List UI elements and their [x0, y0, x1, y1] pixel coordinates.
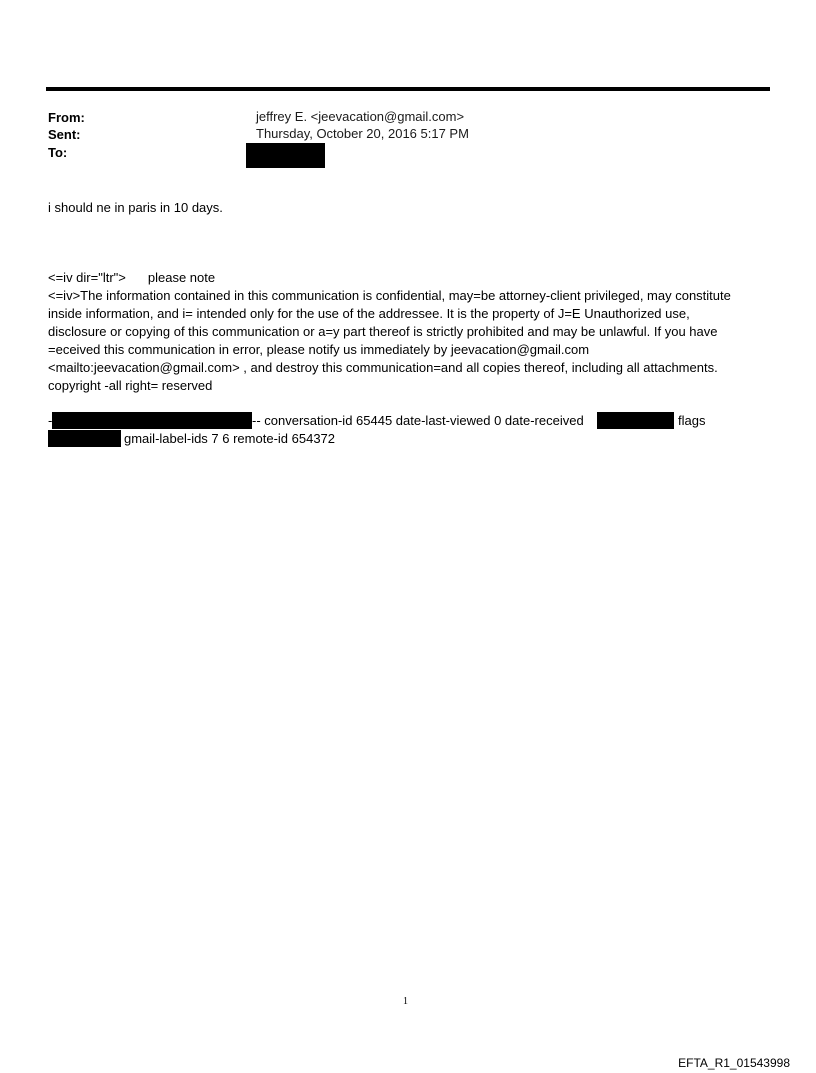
- from-label: From:: [48, 110, 85, 125]
- meta-redaction-1: [52, 412, 252, 429]
- note-prefix: <=iv dir="ltr">: [48, 270, 126, 285]
- disclaimer-line: =eceived this communication in error, please notify us immediately by jeevacation@gmail.com: [48, 342, 590, 357]
- to-redaction: [246, 143, 325, 168]
- sent-label: Sent:: [48, 127, 81, 142]
- meta-dash: -: [48, 413, 53, 428]
- note-line: [48, 269, 215, 287]
- page-number: 1: [403, 996, 408, 1007]
- sent-value: Thursday, October 20, 2016 5:17 PM: [256, 126, 469, 141]
- disclaimer-line: <=iv>The information contained in this communication is confidential, may=be attorney-client privileged, may constitute: [48, 288, 731, 303]
- meta-text-2: flags: [678, 413, 706, 428]
- meta-redaction-2: [597, 412, 674, 429]
- disclaimer-line: inside information, and i= intended only for the use of the addressee. It is the property of J=E Unauthorized use,: [48, 306, 690, 321]
- document-id: EFTA_R1_01543998: [678, 1056, 790, 1070]
- meta-text-3: gmail-label-ids 7 6 remote-id 654372: [124, 431, 336, 446]
- disclaimer-line: <mailto:jeevacation@gmail.com> , and destroy this communication=and all copies thereof, including all attachments.: [48, 360, 718, 375]
- disclaimer-line: copyright -all right= reserved: [48, 378, 213, 393]
- meta-text-1: -- conversation-id 65445 date-last-viewed 0 date-received: [252, 413, 584, 428]
- message-text: i should ne in paris in 10 days.: [48, 200, 223, 215]
- from-value: jeffrey E. <jeevacation@gmail.com>: [256, 109, 465, 124]
- meta-redaction-3: [48, 430, 121, 447]
- disclaimer-line: disclosure or copying of this communication or a=y part thereof is strictly prohibited and may be unlawful. If you have: [48, 324, 718, 339]
- to-label: To:: [48, 145, 68, 160]
- note-text: please note: [147, 270, 216, 285]
- header-rule: [46, 87, 770, 91]
